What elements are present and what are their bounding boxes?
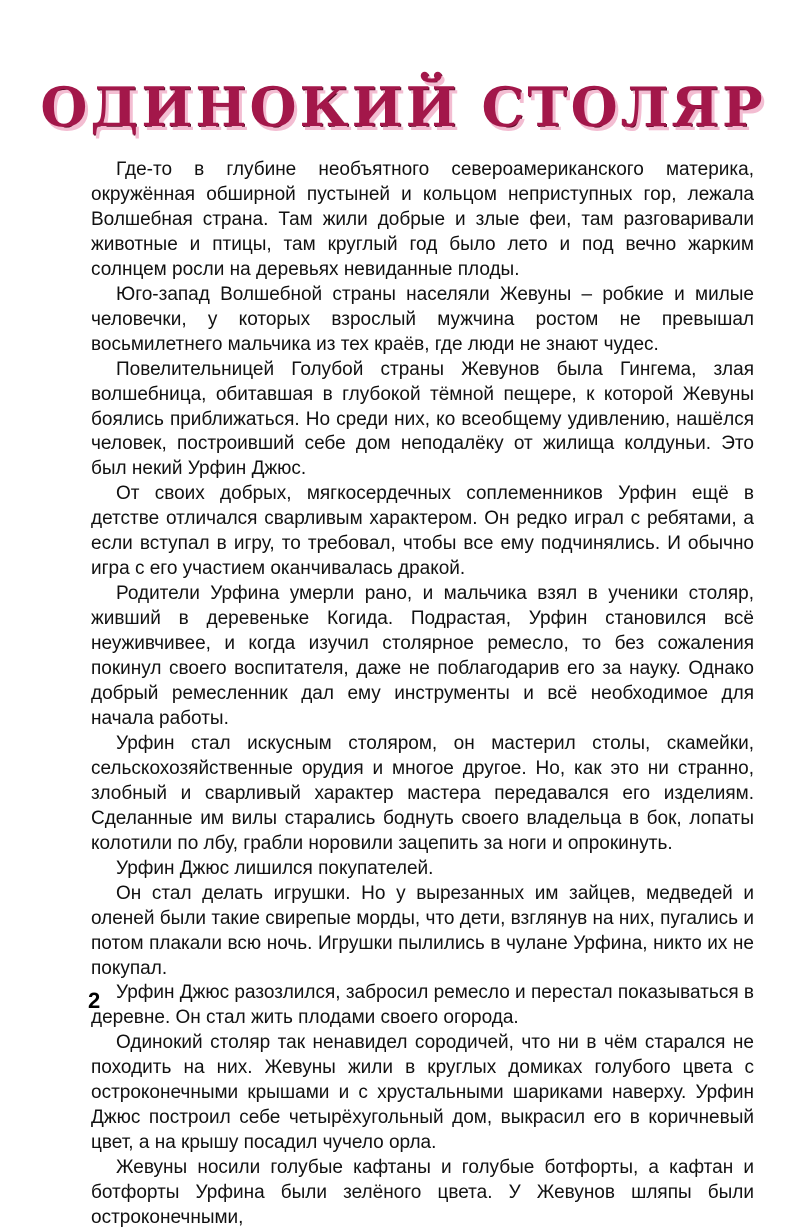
paragraph: Урфин Джюс лишился покупателей. <box>116 857 434 879</box>
chapter-body <box>91 158 754 1231</box>
paragraph: Повелительницей Голубой страны Жевунов была Гингема, злая волшебница, обитавшая в глубокой тёмной пещере, к которой Жевуны боялись приближаться. Но среди них, ко всеобщему удивлению, нашёлся человек, построивший себе дом неподалёку от жилища колдуньи. Это был некий Урфин Джюс. <box>91 358 754 480</box>
chapter-title: ОДИНОКИЙ СТОЛЯР <box>40 75 766 139</box>
paragraph: Юго-запад Волшебной страны населяли Жевуны – робкие и милые человечки, у которых взрослый мужчина ростом не превышал восьмилетнего мальчика из тех краёв, где люди не знают чудес. <box>91 283 754 355</box>
paragraph: Жевуны носили голубые кафтаны и голубые ботфорты, а кафтан и ботфорты Урфина были зелёного цвета. У Жевунов шляпы были остроконечными, <box>91 1157 754 1229</box>
paragraph: Урфин стал искусным столяром, он мастерил столы, скамейки, сельскохозяйственные орудия и многое другое. Но, как это ни странно, злобный и сварливый характер мастера передавался его изделиям. Сделанные им вилы старались боднуть своего владельца в бок, лопаты колотили по лбу, грабли норовили зацепить за ноги и опрокинуть. <box>91 732 754 854</box>
paragraph: Урфин Джюс разозлился, забросил ремесло и перестал показываться в деревне. Он стал жить плодами своего огорода. <box>91 982 754 1029</box>
paragraph: Одинокий столяр так ненавидел сородичей, что ни в чём старался не походить на них. Жевуны жили в круглых домиках голубого цвета с остроконечными крышами и с хрустальными шариками наверху. Урфин Джюс построил себе четырёхугольный дом, выкрасил его в коричневый цвет, а на крышу посадил чучело орла. <box>91 1032 754 1154</box>
paragraph: От своих добрых, мягкосердечных соплеменников Урфин ещё в детстве отличался сварливым характером. Он редко играл с ребятами, а если вступал в игру, то требовал, чтобы все ему подчинялись. И обычно игра с его участием оканчивалась дракой. <box>91 483 754 580</box>
paragraph: Он стал делать игрушки. Но у вырезанных им зайцев, медведей и оленей были такие свирепые морды, что дети, взглянув на них, пугались и потом плакали всю ночь. Игрушки пылились в чулане Урфина, никто их не покупал. <box>91 882 754 979</box>
page-number: 2 <box>88 988 101 1013</box>
paragraph: Где-то в глубине необъятного североамериканского материка, окружённая обширной пустыней и кольцом неприступных гор, лежала Волшебная страна. Там жили добрые и злые феи, там разговаривали животные и птицы, там круглый год было лето и под вечно жарким солнцем росли на деревьях невиданные плоды. <box>91 159 754 280</box>
paragraph: Родители Урфина умерли рано, и мальчика взял в ученики столяр, живший в деревеньке Когида. Подрастая, Урфин становился всё неуживчивее, и когда изучил столярное ремесло, то без сожаления покинул своего воспитателя, даже не поблагодарив его за науку. Однако добрый ремесленник дал ему инструменты и всё необходимое для начала работы. <box>91 583 754 729</box>
